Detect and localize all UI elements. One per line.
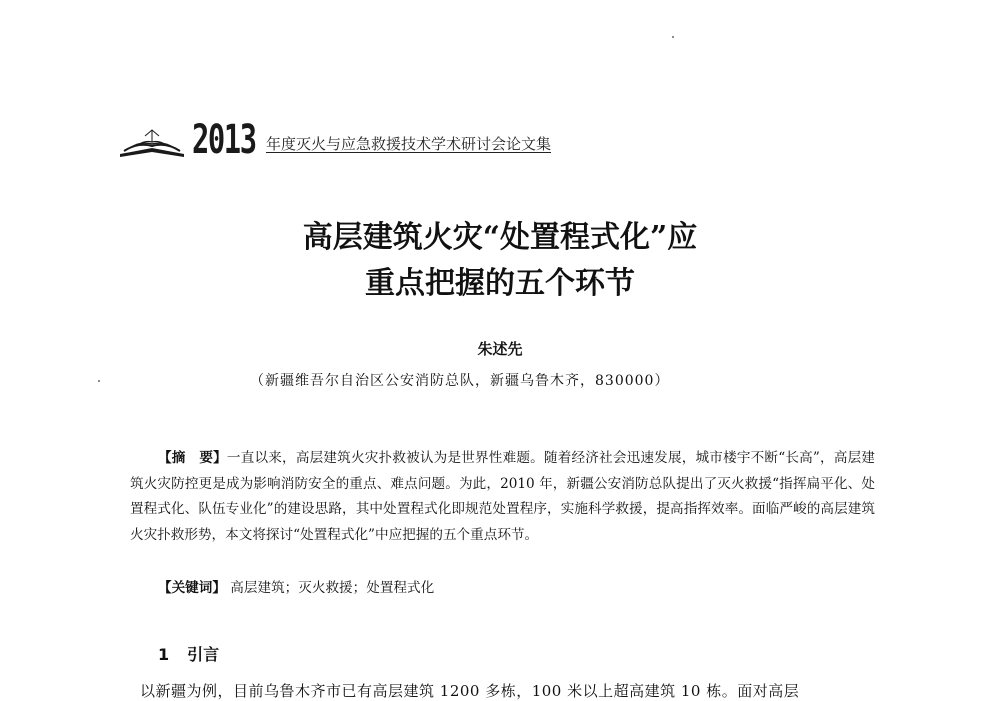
conference-year: 2013 — [192, 117, 256, 163]
section-number: 1 — [158, 645, 170, 664]
open-book-icon — [118, 122, 186, 158]
keywords — [158, 576, 434, 596]
abstract-label: 【摘 要】 — [158, 450, 227, 466]
proceedings-title: 年度灭火与应急救援技术学术研讨会论文集 — [266, 135, 552, 153]
abstract-text: 一直以来，高层建筑火灾扑救被认为是世界性难题。随着经济社会迅速发展，城市楼宇不断“长高”，高层建筑火灾防控更是成为影响消防安全的重点、难点问题。为此，2010 年，新疆公安消防总队提出了灭火救援“指挥扁平化、处置程式化、队伍专业化”的建设思路，其中处置程式化即规范处置程序，实施科学救援，提高指挥效率。面临严峻的高层建筑火灾扑救形势，本文将探讨“处置程式化”中应把握的五个重点环节。 — [130, 450, 875, 543]
paper-title-line-2: 重点把握的五个环节 — [365, 266, 635, 301]
abstract — [130, 446, 875, 548]
section-title: 引言 — [187, 645, 220, 664]
author-affiliation: （新疆维吾尔自治区公安消防总队，新疆乌鲁木齐，830000） — [250, 373, 670, 389]
author-name: 朱述先 — [477, 340, 523, 358]
proceedings-header — [118, 117, 552, 163]
keywords-text: 高层建筑；灭火救援；处置程式化 — [230, 580, 435, 596]
scan-speck — [98, 380, 100, 382]
scan-speck — [672, 36, 674, 38]
paper-title-line-1: 高层建筑火灾“处置程式化”应 — [302, 220, 698, 255]
section-heading — [158, 642, 219, 665]
body-paragraph-first-line: 以新疆为例，目前乌鲁木齐市已有高层建筑 1200 多栋，100 米以上超高建筑 10 栋。面对高层 — [140, 682, 800, 700]
keywords-label: 【关键词】 — [158, 580, 226, 596]
